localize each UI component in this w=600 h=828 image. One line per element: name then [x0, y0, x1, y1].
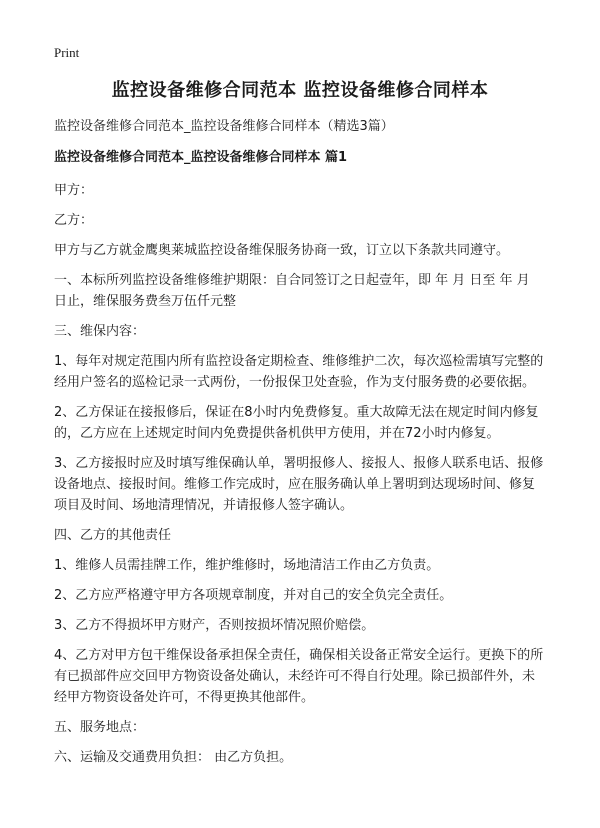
heading-service-location: 五、服务地点： — [54, 720, 146, 735]
document-title: 监控设备维修合同范本 监控设备维修合同样本 — [111, 80, 489, 101]
heading-other-duties: 四、乙方的其他责任 — [54, 528, 172, 543]
clause-maintenance-2: 2、乙方保证在接报修后，保证在8小时内免费修复。重大故障无法在规定时间内修复的，乙方应在上述规定时间内免费提供备机供甲方使用，并在72小时内修复。 — [54, 405, 539, 441]
document-subtitle: 监控设备维修合同范本_监控设备维修合同样本（精选3篇） — [54, 119, 394, 134]
print-label: Print — [54, 45, 80, 60]
clause-term: 一、本标所列监控设备维修维护期限：自合同签订之日起壹年，即 年 月 日至 年 月 日止，维保服务费叁万伍仟元整 — [54, 273, 530, 309]
clause-maintenance-3: 3、乙方接报时应及时填写维保确认单，署明报修人、接报人、报修人联系电话、报修设备地点、接报时间。维修工作完成时，应在服务确认单上署明到达现场时间、修复项目及时间、场地清理情况，并请报修人签字确认。 — [54, 456, 544, 513]
clause-maintenance-1: 1、每年对规定范围内所有监控设备定期检查、维修维护二次，每次巡检需填写完整的经用户签名的巡检记录一式两份，一份报保卫处查验，作为支付服务费的必要依据。 — [54, 354, 544, 390]
clause-transport-cost: 六、运输及交通费用负担： 由乙方负担。 — [54, 750, 293, 765]
clause-duty-1: 1、维修人员需挂牌工作，维护维修时，场地清洁工作由乙方负责。 — [54, 558, 440, 573]
clause-duty-4: 4、乙方对甲方包干维保设备承担保全责任，确保相关设备正常安全运行。更换下的所有已损部件应交回甲方物资设备处确认，未经许可不得自行处理。除已损部件外，未经甲方物资设备处许可，不得更换其他部件。 — [54, 648, 544, 705]
party-a-line: 甲方： — [54, 183, 94, 198]
clause-duty-3: 3、乙方不得损坏甲方财产，否则按损坏情况照价赔偿。 — [54, 618, 375, 633]
agreement-intro: 甲方与乙方就金鹰奥莱城监控设备维保服务协商一致，订立以下条款共同遵守。 — [54, 243, 510, 258]
party-b-line: 乙方： — [54, 213, 94, 228]
heading-maintenance-content: 三、维保内容： — [54, 324, 146, 339]
section-title: 监控设备维修合同范本_监控设备维修合同样本 篇1 — [54, 150, 348, 165]
clause-duty-2: 2、乙方应严格遵守甲方各项规章制度，并对自己的安全负完全责任。 — [54, 588, 453, 603]
